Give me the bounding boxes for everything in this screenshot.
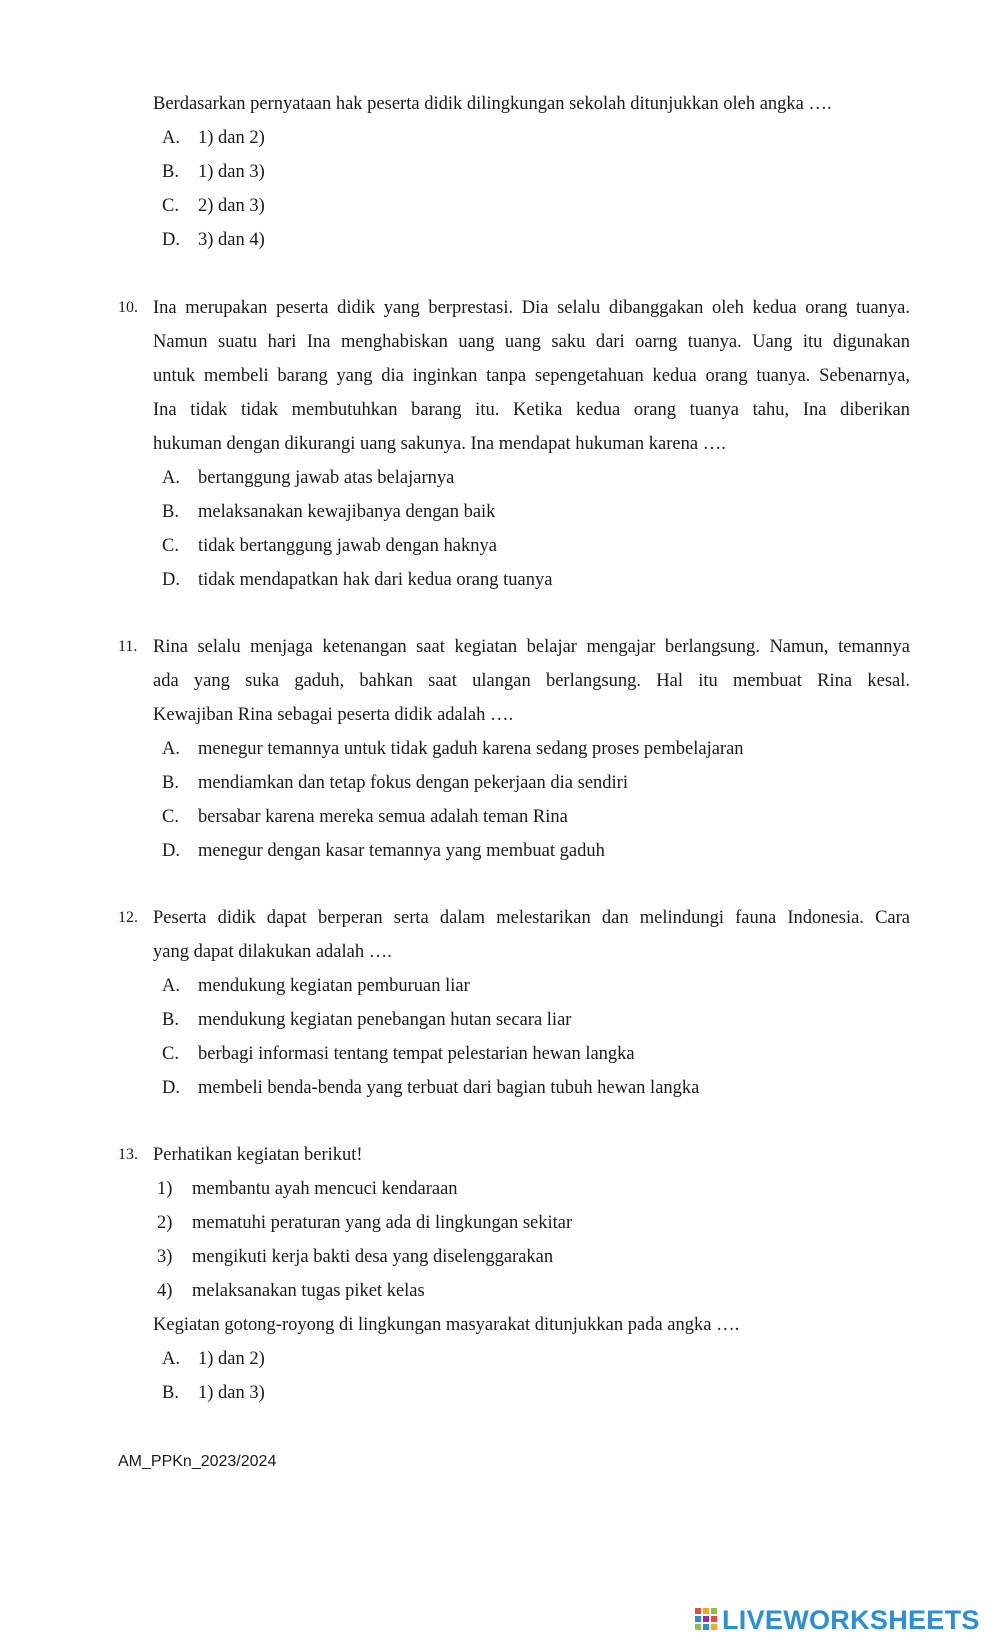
liveworksheets-logo[interactable] <box>694 1604 980 1636</box>
q13-number: 13. <box>118 1146 138 1163</box>
option-letter: A. <box>162 128 180 148</box>
option-text: 2) dan 3) <box>198 196 265 216</box>
option-letter: B. <box>162 773 179 793</box>
option-text: tidak mendapatkan hak dari kedua orang tuanya <box>198 570 553 590</box>
option-text: menegur temannya untuk tidak gaduh karena sedang proses pembelajaran <box>198 739 744 759</box>
option-letter: D. <box>162 570 180 590</box>
option-text: 3) dan 4) <box>198 230 265 250</box>
list-item: melaksanakan tugas piket kelas <box>192 1281 425 1301</box>
q11-line-1: Rina selalu menjaga ketenangan saat kegiatan belajar mengajar berlangsung. Namun, temannya <box>153 637 910 657</box>
option-letter: B. <box>162 1010 179 1030</box>
q11-number: 11. <box>118 638 138 655</box>
option-text: membeli benda-benda yang terbuat dari bagian tubuh hewan langka <box>198 1078 700 1098</box>
option-text: tidak bertanggung jawab dengan haknya <box>198 536 497 556</box>
option-letter: C. <box>162 807 179 827</box>
option-text: mendiamkan dan tetap fokus dengan pekerjaan dia sendiri <box>198 773 628 793</box>
option-text: mendukung kegiatan penebangan hutan secara liar <box>198 1010 572 1030</box>
list-item-number: 3) <box>157 1247 173 1267</box>
option-letter: B. <box>162 1383 179 1403</box>
option-letter: D. <box>162 841 180 861</box>
list-item-number: 4) <box>157 1281 173 1301</box>
option-letter: C. <box>162 536 179 556</box>
q11-line-2: ada yang suka gaduh, bahkan saat ulangan berlangsung. Hal itu membuat Rina kesal. <box>153 671 910 691</box>
q13-question: Kegiatan gotong-royong di lingkungan masyarakat ditunjukkan pada angka …. <box>153 1315 740 1335</box>
option-letter: C. <box>162 196 179 216</box>
liveworksheets-logo-icon <box>694 1606 718 1634</box>
q10-line-2: Namun suatu hari Ina menghabiskan uang uang saku dari oarng tuanya. Uang itu digunakan <box>153 332 910 352</box>
q12-line-1: Peserta didik dapat berperan serta dalam melestarikan dan melindungi fauna Indonesia. Cara <box>153 908 910 928</box>
q12-number: 12. <box>118 909 138 926</box>
option-text: menegur dengan kasar temannya yang membuat gaduh <box>198 841 605 861</box>
option-letter: B. <box>162 502 179 522</box>
list-item-number: 1) <box>157 1179 173 1199</box>
list-item: mematuhi peraturan yang ada di lingkungan sekitar <box>192 1213 573 1233</box>
option-text: 1) dan 3) <box>198 1383 265 1403</box>
q10-line-4: Ina tidak tidak membutuhkan barang itu. Ketika kedua orang tuanya tahu, Ina diberikan <box>153 400 910 420</box>
q12-line-2: yang dapat dilakukan adalah …. <box>153 942 392 962</box>
list-item: mengikuti kerja bakti desa yang diselenggarakan <box>192 1247 554 1267</box>
option-letter: A. <box>162 1349 180 1369</box>
option-text: 1) dan 3) <box>198 162 265 182</box>
q10-number: 10. <box>118 299 138 316</box>
option-text: melaksanakan kewajibanya dengan baik <box>198 502 496 522</box>
option-text: bersabar karena mereka semua adalah teman Rina <box>198 807 568 827</box>
q10-line-5: hukuman dengan dikurangi uang sakunya. Ina mendapat hukuman karena …. <box>153 434 726 454</box>
option-letter: A. <box>162 468 180 488</box>
option-letter: C. <box>162 1044 179 1064</box>
option-letter: A. <box>162 739 180 759</box>
option-letter: B. <box>162 162 179 182</box>
list-item: membantu ayah mencuci kendaraan <box>192 1179 458 1199</box>
option-letter: A. <box>162 976 180 996</box>
option-text: 1) dan 2) <box>198 1349 265 1369</box>
option-text: mendukung kegiatan pemburuan liar <box>198 976 470 996</box>
q9-stem: Berdasarkan pernyataan hak peserta didik dilingkungan sekolah ditunjukkan oleh angka …. <box>153 94 832 114</box>
q10-line-3: untuk membeli barang yang dia inginkan tanpa sepengetahuan kedua orang tuanya. Sebenarnya, <box>153 366 910 386</box>
option-letter: D. <box>162 230 180 250</box>
option-text: 1) dan 2) <box>198 128 265 148</box>
q10-line-1: Ina merupakan peserta didik yang berprestasi. Dia selalu dibanggakan oleh kedua orang tuanya. <box>153 298 910 318</box>
list-item-number: 2) <box>157 1213 173 1233</box>
q13-intro: Perhatikan kegiatan berikut! <box>153 1145 363 1165</box>
option-letter: D. <box>162 1078 180 1098</box>
footer-code: AM_PPKn_2023/2024 <box>118 1453 277 1470</box>
option-text: bertanggung jawab atas belajarnya <box>198 468 455 488</box>
option-text: berbagi informasi tentang tempat pelestarian hewan langka <box>198 1044 635 1064</box>
q11-line-3: Kewajiban Rina sebagai peserta didik adalah …. <box>153 705 514 725</box>
logo-text: LIVEWORKSHEETS <box>722 1604 980 1635</box>
